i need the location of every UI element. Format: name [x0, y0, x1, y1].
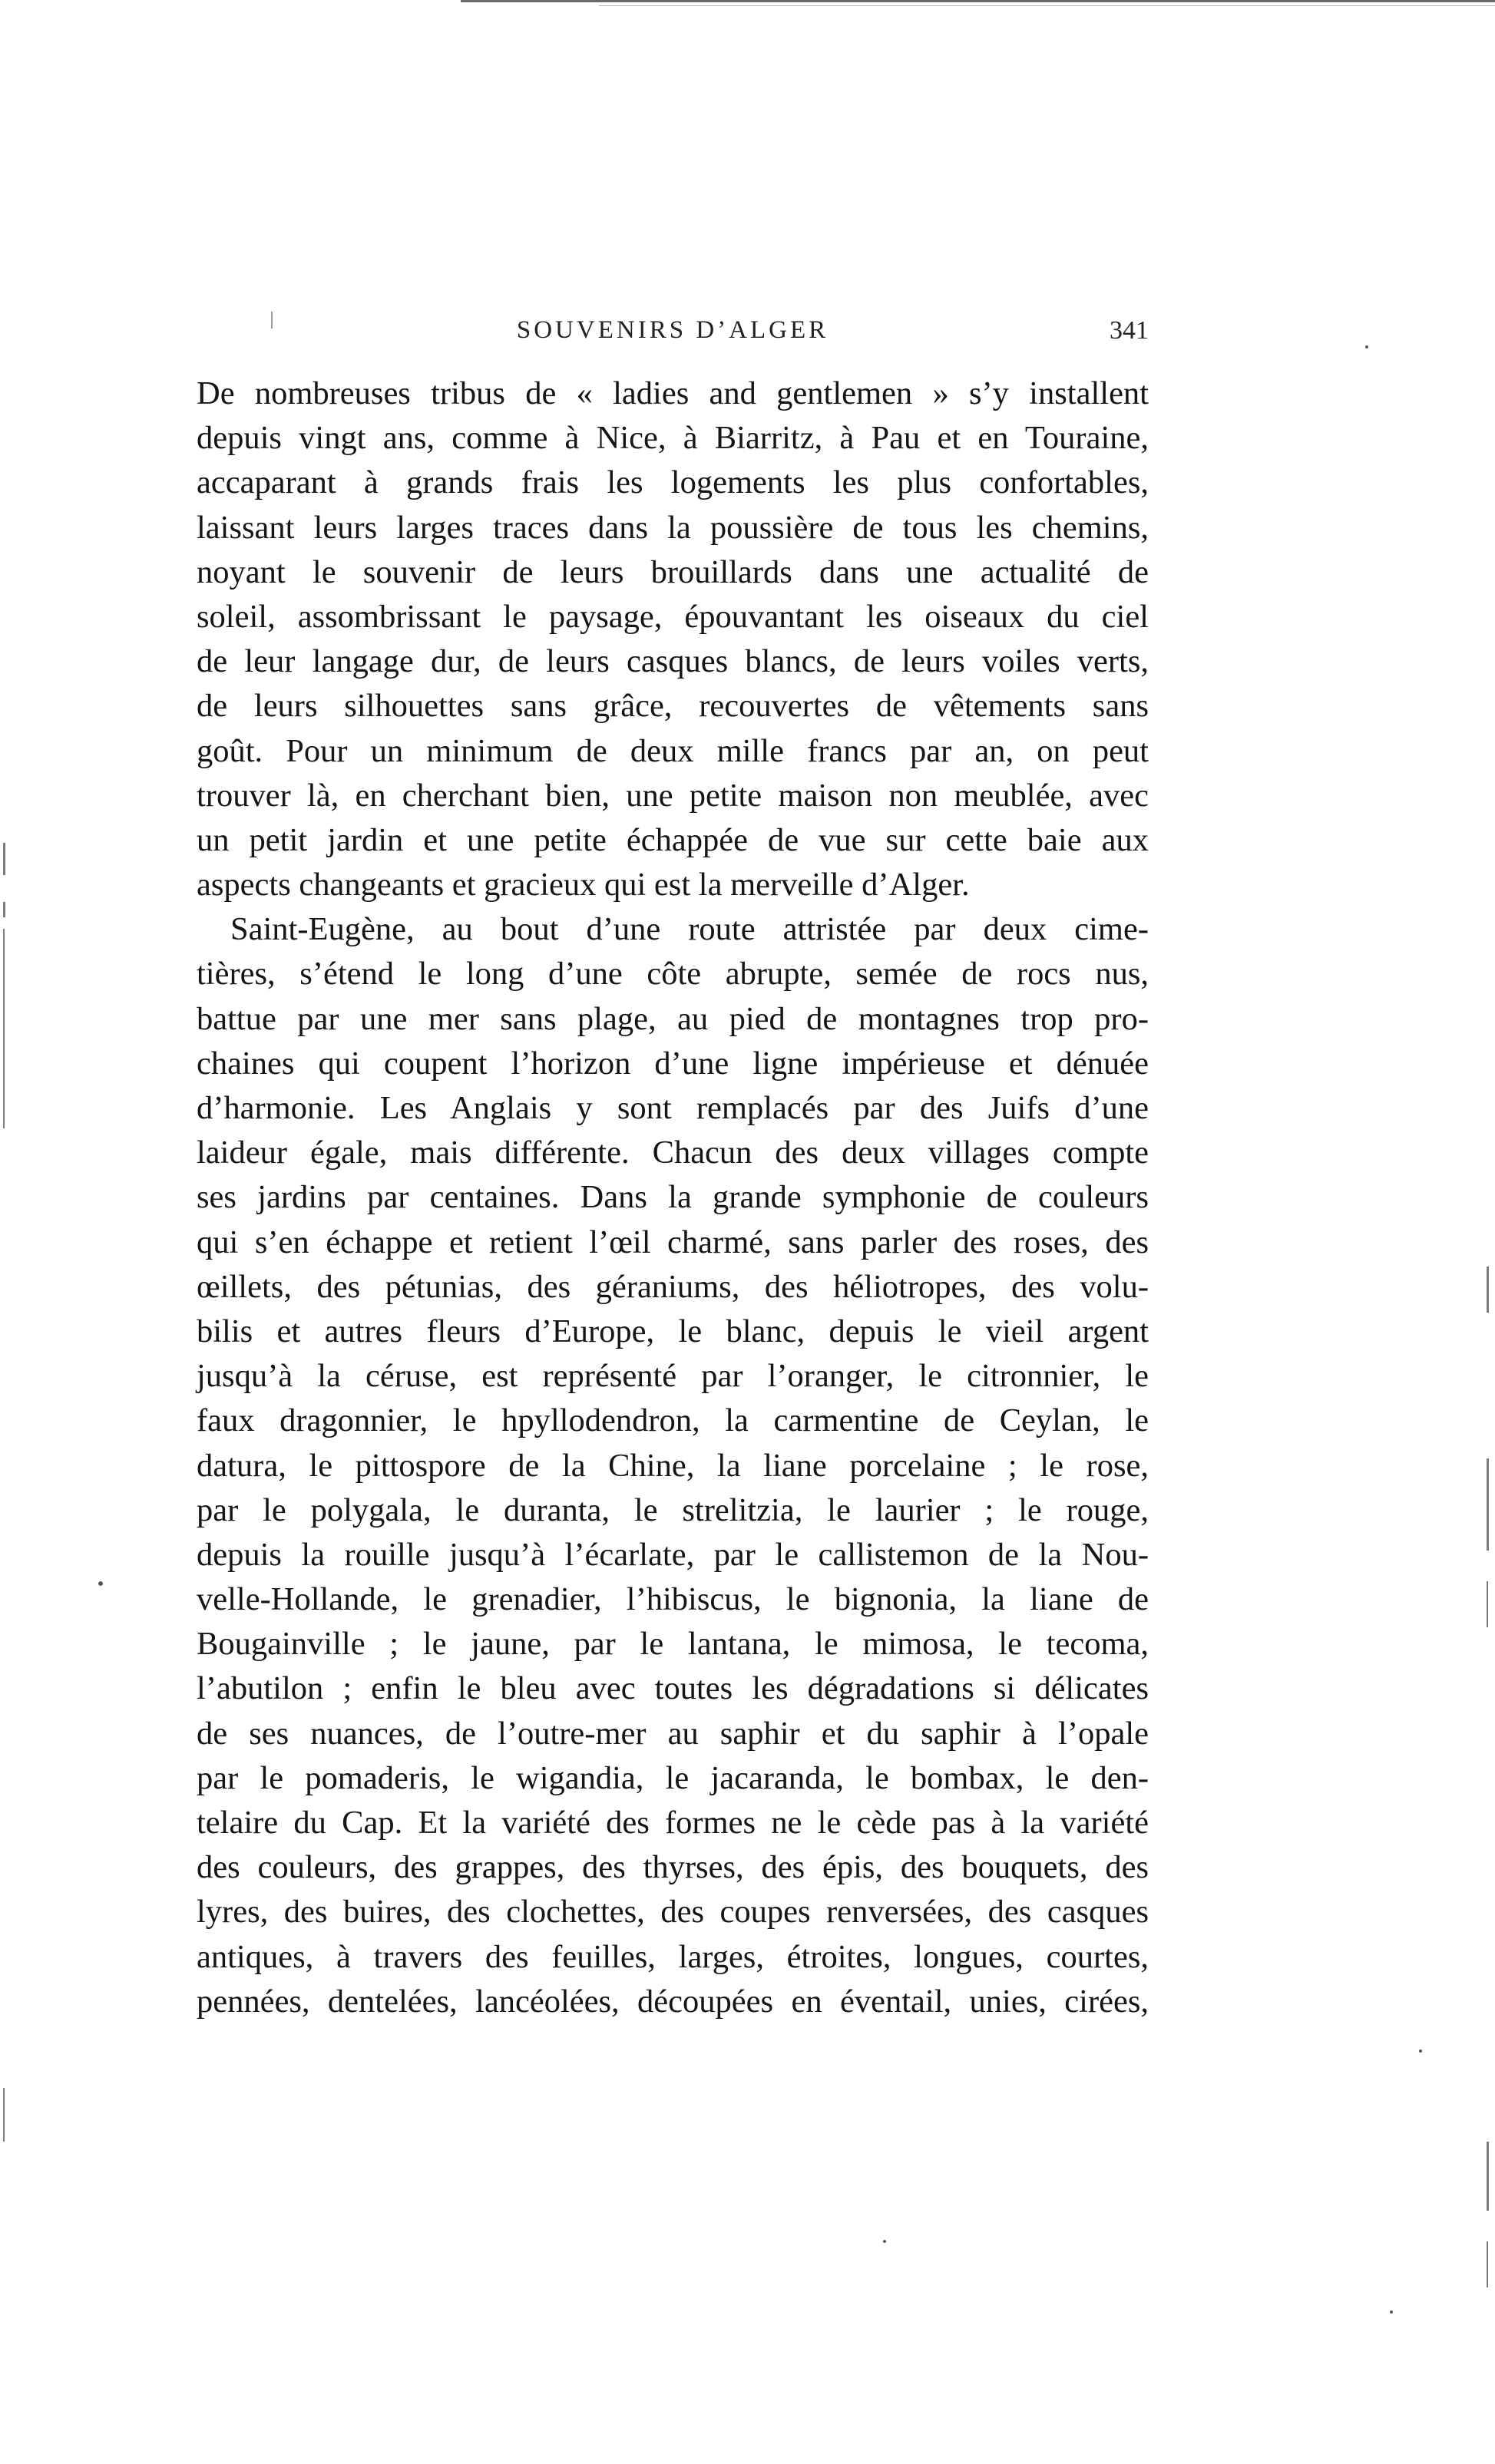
scan-edge-mark [3, 2088, 5, 2142]
text-line: battue par une mer sans plage, au pied de montagnes trop pro- [197, 1000, 1149, 1037]
text-line: bilis et autres fleurs d’Europe, le blanc, depuis le vieil argent [197, 1313, 1149, 1349]
text-line: depuis vingt ans, comme à Nice, à Biarritz, à Pau et en Touraine, [197, 420, 1149, 457]
text-line: Saint-Eugène, au bout d’une route attristée par deux cime- [230, 911, 1149, 948]
text-line: l’abutilon ; enfin le bleu avec toutes les dégradations si délicates [197, 1670, 1149, 1707]
text-line: des couleurs, des grappes, des thyrses, des épis, des bouquets, des [197, 1849, 1149, 1886]
text-line: laideur égale, mais différente. Chacun des deux villages compte [197, 1135, 1149, 1171]
text-line: de leur langage dur, de leurs casques blancs, de leurs voiles verts, [197, 643, 1149, 680]
paragraph-1 [197, 372, 1149, 907]
text-line: jusqu’à la céruse, est représenté par l’oranger, le citronnier, le [197, 1358, 1149, 1395]
page-header [197, 316, 1149, 355]
scan-edge-mark [3, 843, 5, 875]
text-line: de leurs silhouettes sans grâce, recouvertes de vêtements sans [197, 688, 1149, 725]
text-line: aspects changeants et gracieux qui est la merveille d’Alger. [197, 867, 970, 903]
text-line: tières, s’étend le long d’une côte abrupte, semée de rocs nus, [197, 956, 1149, 993]
text-line: goût. Pour un minimum de deux mille francs par an, on peut [197, 732, 1149, 769]
text-line: pennées, dentelées, lancéolées, découpées en éventail, unies, cirées, [197, 1983, 1149, 2020]
text-line: de ses nuances, de l’outre-mer au saphir et du saphir à l’opale [197, 1715, 1149, 1752]
text-line: faux dragonnier, le hpyllodendron, la carmentine de Ceylan, le [197, 1402, 1149, 1439]
text-line: chaines qui coupent l’horizon d’une ligne impérieuse et dénuée [197, 1045, 1149, 1082]
scan-speck [1365, 345, 1368, 348]
text-line: laissant leurs larges traces dans la poussière de tous les chemins, [197, 509, 1149, 546]
scan-edge-mark [1487, 1581, 1488, 1627]
scan-border-top [461, 0, 1495, 2]
text-line: par le polygala, le duranta, le strelitzia, le laurier ; le rouge, [197, 1491, 1149, 1528]
text-line: accaparant à grands frais les logements les plus confortables, [197, 464, 1149, 501]
scan-edge-mark [3, 902, 5, 917]
text-line: un petit jardin et une petite échappée de vue sur cette baie aux [197, 821, 1149, 858]
text-line: depuis la rouille jusqu’à l’écarlate, par le callistemon de la Nou- [197, 1536, 1149, 1573]
text-line: soleil, assombrissant le paysage, épouvantant les oiseaux du ciel [197, 598, 1149, 635]
text-line: antiques, à travers des feuilles, larges, étroites, longues, courtes, [197, 1938, 1149, 1975]
scan-border-top-thin [599, 5, 1495, 6]
scan-edge-mark [1487, 1267, 1489, 1313]
scan-edge-mark [1487, 2142, 1489, 2211]
text-line: velle-Hollande, le grenadier, l’hibiscus, le bignonia, la liane de [197, 1581, 1149, 1618]
text-line: De nombreuses tribus de « ladies and gentlemen » s’y installent [197, 375, 1149, 411]
text-line: œillets, des pétunias, des géraniums, des héliotropes, des volu- [197, 1268, 1149, 1305]
text-line: trouver là, en cherchant bien, une petite maison non meublée, avec [197, 777, 1149, 814]
text-line: lyres, des buires, des clochettes, des coupes renversées, des casques [197, 1894, 1149, 1931]
text-line: ses jardins par centaines. Dans la grande symphonie de couleurs [197, 1179, 1149, 1216]
text-line: noyant le souvenir de leurs brouillards dans une actualité de [197, 553, 1149, 590]
text-line: datura, le pittospore de la Chine, la liane porcelaine ; le rose, [197, 1447, 1149, 1484]
text-line: Bougainville ; le jaune, par le lantana, le mimosa, le tecoma, [197, 1626, 1149, 1663]
scan-speck [1419, 2049, 1422, 2053]
running-title: SOUVENIRS D’ALGER [516, 316, 829, 344]
scan-speck [98, 1581, 103, 1586]
text-line: par le pomaderis, le wigandia, le jacaranda, le bombax, le den- [197, 1759, 1149, 1796]
scan-edge-mark [1487, 2241, 1488, 2287]
paragraph-2 [197, 907, 1149, 2024]
scan-speck [1390, 2310, 1393, 2314]
scan-edge-mark [3, 929, 5, 1128]
scan-speck [883, 2240, 886, 2243]
page-number: 341 [1110, 316, 1149, 345]
text-line: telaire du Cap. Et la variété des formes ne le cède pas à la variété [197, 1805, 1149, 1841]
scan-edge-mark [1487, 1458, 1489, 1551]
body-text [197, 372, 1149, 2024]
text-line: qui s’en échappe et retient l’œil charmé, sans parler des roses, des [197, 1224, 1149, 1260]
text-line: d’harmonie. Les Anglais y sont remplacés par des Juifs d’une [197, 1090, 1149, 1126]
